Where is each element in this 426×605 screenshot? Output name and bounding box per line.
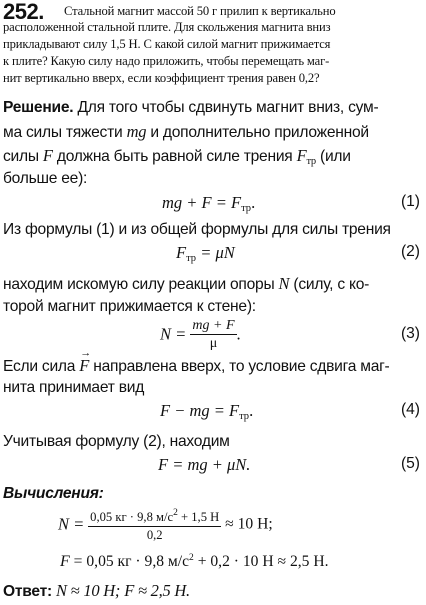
problem-number: 252.	[3, 0, 44, 24]
solution-line-2: ма силы тяжести mg и дополнительно приложенной	[3, 122, 369, 141]
calc-n-fraction: $\frac{0,05 кг \cdot 9,8 м/с^2 + 1,5 Н}{0,2}$	[90, 508, 220, 542]
solution-line-1: Решение. Для того чтобы сдвинуть магнит вниз, сум-	[3, 99, 379, 116]
equation-number-1: (1)	[400, 193, 420, 210]
equation-3-fraction: $\frac{mg + F}{\mu}$	[192, 318, 235, 351]
equation-number-4: (4)	[400, 401, 420, 418]
equation-number-2: (2)	[400, 243, 420, 260]
vector-F: → F	[79, 355, 89, 377]
calc-n-line: N = $\frac{0,05 кг \cdot 9,8 м/с^2 + 1,5 Н}{0,2}$ ≈ 10 Н;	[58, 508, 273, 542]
problem-text-line-2: расположенной стальной плите. Для скольжения магнита вниз	[3, 20, 331, 34]
equation-1: mg + $F = F_{тр}$.	[162, 193, 256, 214]
calc-f-line: F = 0,05 кг · 9,8 $м/с^2 + 0,2 \cdot 10$ Н ≈ 2,5 Н.	[60, 553, 329, 570]
problem-text-line-4: к плите? Какую силу надо приложить, чтобы перемещать маг-	[3, 54, 330, 68]
solution-find-1: находим искомую силу реакции опоры N (силу, с ко-	[3, 274, 370, 293]
equation-number-3: (3)	[400, 325, 420, 342]
problem-text-line-5: нит вертикально вверх, если коэффициент трения равен 0,2?	[3, 71, 320, 85]
problem-text-line-3: прикладывают силу 1,5 Н. С какой силой магнит прижимается	[3, 37, 331, 51]
equation-5: F = mg + μN.	[158, 455, 251, 474]
equation-2: $F_{тр} = \mu N$	[176, 243, 235, 264]
answer-line: Ответ: N ≈ 10 Н; F ≈ 2,5 Н.	[3, 581, 190, 600]
solution-if-up-2: нита принимает вид	[3, 379, 145, 396]
answer-label: Ответ:	[3, 583, 52, 600]
equation-4: F − mg = $F_{тр}$.	[160, 401, 254, 422]
problem-text-line-1: Стальной магнит массой 50 г прилип к вертикально	[64, 4, 336, 18]
solution-using: Учитывая формулу (2), находим	[3, 433, 230, 450]
equation-number-5: (5)	[400, 455, 420, 472]
equation-3: N = $\frac{mg + F}{\mu}$ .	[160, 318, 241, 351]
calc-label: Вычисления:	[3, 485, 104, 502]
solution-from-formulas: Из формулы (1) и из общей формулы для силы трения	[3, 221, 391, 238]
solution-if-up-1: Если сила → F направлена вверх, то условие сдвига маг-	[3, 355, 390, 378]
solution-line-4: больше ее):	[3, 170, 88, 187]
solution-line-3: силы F должна быть равной силе трения $F_{тр}$ (или	[3, 146, 351, 167]
solution-label: Решение.	[3, 99, 74, 116]
solution-find-2: торой магнит прижимается к стене):	[3, 298, 256, 315]
